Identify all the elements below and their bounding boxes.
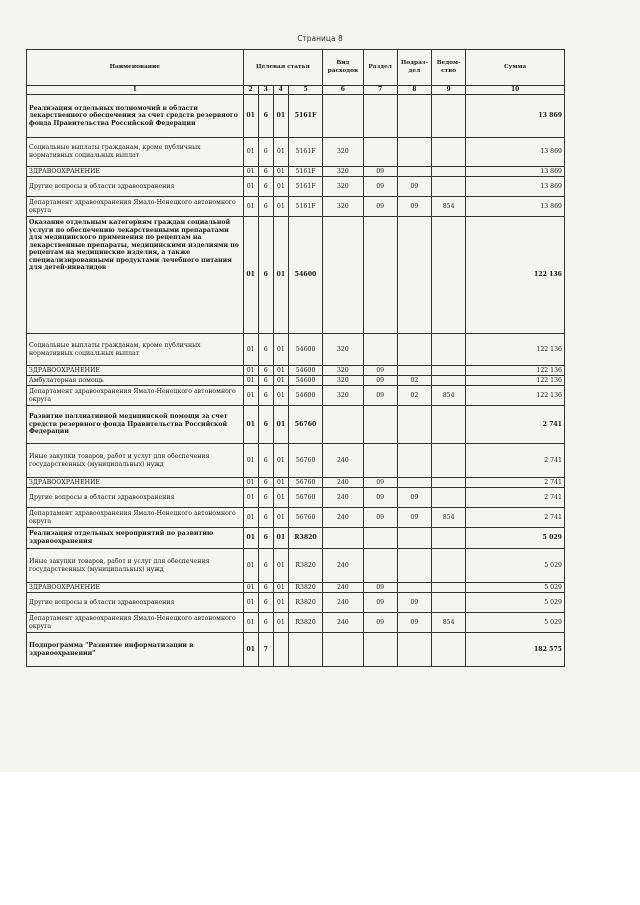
table-row	[27, 549, 565, 583]
row-c9: 854	[432, 386, 466, 406]
column-index: 9	[432, 86, 466, 95]
row-c8: 02	[397, 386, 431, 406]
row-c8	[397, 366, 431, 376]
row-c3: 6	[258, 406, 273, 444]
header-subsection: Подраз-дел	[397, 50, 431, 86]
row-c4: 01	[273, 478, 288, 488]
row-c8	[397, 633, 431, 667]
row-c2: 01	[243, 593, 258, 613]
row-amount: 13 869	[466, 177, 565, 197]
row-c3: 6	[258, 386, 273, 406]
row-c2: 01	[243, 376, 258, 386]
row-c4: 01	[273, 138, 288, 167]
row-c9	[432, 138, 466, 167]
column-index: 1	[27, 86, 244, 95]
table-row	[27, 197, 565, 217]
row-c5: R3820	[288, 549, 322, 583]
table-row	[27, 528, 565, 549]
row-c4: 01	[273, 549, 288, 583]
table-body	[27, 95, 565, 667]
row-c4: 01	[273, 376, 288, 386]
row-c6: 240	[323, 444, 363, 478]
row-c3: 6	[258, 583, 273, 593]
row-c9	[432, 488, 466, 508]
row-c5: 54600	[288, 376, 322, 386]
table-row	[27, 177, 565, 197]
row-c5: R3820	[288, 593, 322, 613]
row-c7	[363, 444, 397, 478]
row-c6: 240	[323, 549, 363, 583]
row-name: Амбулаторная помощь	[27, 376, 244, 386]
row-amount: 122 136	[466, 366, 565, 376]
row-c9	[432, 528, 466, 549]
column-index: 10	[466, 86, 565, 95]
column-index: 6	[323, 86, 363, 95]
row-name: Департамент здравоохранения Ямало-Ненецкого автономного округа	[27, 386, 244, 406]
row-c9	[432, 217, 466, 334]
column-index: 3	[258, 86, 273, 95]
row-name: ЗДРАВООХРАНЕНИЕ	[27, 478, 244, 488]
header-section: Раздел	[363, 50, 397, 86]
row-c8	[397, 444, 431, 478]
row-c4: 01	[273, 593, 288, 613]
row-c9	[432, 444, 466, 478]
row-c8	[397, 138, 431, 167]
row-c3: 6	[258, 138, 273, 167]
row-c4: 01	[273, 613, 288, 633]
row-c2: 01	[243, 613, 258, 633]
row-amount: 2 741	[466, 488, 565, 508]
row-c6: 320	[323, 197, 363, 217]
row-c5: R3820	[288, 583, 322, 593]
row-c4: 01	[273, 528, 288, 549]
row-c4: 01	[273, 197, 288, 217]
table-row	[27, 478, 565, 488]
row-c5: R3820	[288, 613, 322, 633]
table-row	[27, 217, 565, 334]
table-row	[27, 508, 565, 528]
row-amount: 5 029	[466, 528, 565, 549]
row-c4: 01	[273, 334, 288, 366]
row-c2: 01	[243, 386, 258, 406]
row-c5	[288, 633, 322, 667]
row-c9	[432, 177, 466, 197]
row-c8	[397, 334, 431, 366]
row-c3: 6	[258, 508, 273, 528]
header-name: Наименование	[27, 50, 244, 86]
row-c6: 240	[323, 488, 363, 508]
row-c5: 54600	[288, 217, 322, 334]
row-c2: 01	[243, 334, 258, 366]
row-name: Реализация отдельных полномочий в области лекарственного обеспечения за счет средств резервного фонда Правительства Российской Федерации	[27, 95, 244, 138]
row-name: Иные закупки товаров, работ и услуг для обеспечения государственных (муниципальных) нужд	[27, 444, 244, 478]
row-c7: 09	[363, 488, 397, 508]
row-c7: 09	[363, 386, 397, 406]
row-c7	[363, 406, 397, 444]
row-c4: 01	[273, 177, 288, 197]
row-amount: 122 136	[466, 217, 565, 334]
row-c7: 09	[363, 376, 397, 386]
row-amount: 5 029	[466, 583, 565, 593]
row-c8	[397, 167, 431, 177]
table-row	[27, 613, 565, 633]
row-name: Другие вопросы в области здравоохранения	[27, 177, 244, 197]
row-c7: 09	[363, 508, 397, 528]
row-c3: 6	[258, 549, 273, 583]
row-c5: 56760	[288, 478, 322, 488]
row-c5: 56760	[288, 488, 322, 508]
table-header-row	[27, 50, 565, 86]
row-c5: 56760	[288, 406, 322, 444]
row-c3: 7	[258, 633, 273, 667]
row-c8	[397, 95, 431, 138]
row-name: Подпрограмма "Развитие информатизации в здравоохранении"	[27, 633, 244, 667]
row-c5: 5161F	[288, 138, 322, 167]
row-name: Другие вопросы в области здравоохранения	[27, 488, 244, 508]
row-amount: 5 029	[466, 613, 565, 633]
row-c4: 01	[273, 366, 288, 376]
row-c5: 5161F	[288, 95, 322, 138]
row-c3: 6	[258, 593, 273, 613]
row-c5: 54600	[288, 386, 322, 406]
row-c5: 56760	[288, 444, 322, 478]
row-c3: 6	[258, 334, 273, 366]
row-c2: 01	[243, 406, 258, 444]
row-c9: 854	[432, 613, 466, 633]
row-c9: 854	[432, 197, 466, 217]
row-c9	[432, 549, 466, 583]
row-amount: 2 741	[466, 444, 565, 478]
table-row	[27, 366, 565, 376]
column-index: 7	[363, 86, 397, 95]
row-c6: 320	[323, 138, 363, 167]
table-row	[27, 406, 565, 444]
table-row	[27, 138, 565, 167]
row-c2: 01	[243, 528, 258, 549]
row-name: Оказание отдельным категориям граждан социальной услуги по обеспечению лекарственными препаратами для медицинского применения по рецептам на лекарственные препараты, медицинскими изделиями по рецептам на медицинские изделия, а также специализированными продуктами лечебного питания для детей-инвалидов	[27, 217, 244, 334]
row-name: ЗДРАВООХРАНЕНИЕ	[27, 366, 244, 376]
column-index: 8	[397, 86, 431, 95]
row-c4: 01	[273, 406, 288, 444]
row-c8	[397, 478, 431, 488]
row-c2: 01	[243, 444, 258, 478]
row-c2: 01	[243, 583, 258, 593]
row-c9	[432, 633, 466, 667]
row-c7: 09	[363, 593, 397, 613]
row-c9	[432, 593, 466, 613]
row-c6	[323, 406, 363, 444]
row-c7	[363, 528, 397, 549]
row-c3: 6	[258, 217, 273, 334]
row-name: Департамент здравоохранения Ямало-Ненецкого автономного округа	[27, 197, 244, 217]
table-row	[27, 633, 565, 667]
row-c7: 09	[363, 478, 397, 488]
row-c4: 01	[273, 167, 288, 177]
row-amount: 13 869	[466, 197, 565, 217]
row-c5: R3820	[288, 528, 322, 549]
header-amount: Сумма	[466, 50, 565, 86]
table-row	[27, 167, 565, 177]
row-name: Другие вопросы в области здравоохранения	[27, 593, 244, 613]
table-row	[27, 444, 565, 478]
budget-table	[26, 49, 565, 667]
row-c7	[363, 138, 397, 167]
row-c7: 09	[363, 197, 397, 217]
row-c9	[432, 95, 466, 138]
row-c6	[323, 217, 363, 334]
row-amount: 122 136	[466, 376, 565, 386]
row-c6: 320	[323, 167, 363, 177]
row-name: Департамент здравоохранения Ямало-Ненецкого автономного округа	[27, 508, 244, 528]
row-amount: 5 029	[466, 549, 565, 583]
row-c3: 6	[258, 366, 273, 376]
row-c2: 01	[243, 217, 258, 334]
column-index: 5	[288, 86, 322, 95]
row-c4: 01	[273, 444, 288, 478]
row-amount: 13 869	[466, 138, 565, 167]
table-row	[27, 334, 565, 366]
row-c2: 01	[243, 167, 258, 177]
row-c2: 01	[243, 177, 258, 197]
row-c8	[397, 549, 431, 583]
row-c2: 01	[243, 478, 258, 488]
row-c8: 09	[397, 488, 431, 508]
row-c3: 6	[258, 376, 273, 386]
row-c6	[323, 633, 363, 667]
row-c3: 6	[258, 478, 273, 488]
row-c5: 5161F	[288, 177, 322, 197]
row-c2: 01	[243, 633, 258, 667]
row-c8: 09	[397, 197, 431, 217]
table-row	[27, 593, 565, 613]
row-c3: 6	[258, 197, 273, 217]
row-amount: 13 869	[466, 167, 565, 177]
row-c2: 01	[243, 138, 258, 167]
table-row	[27, 386, 565, 406]
row-c9	[432, 167, 466, 177]
row-c8: 09	[397, 177, 431, 197]
row-c9	[432, 583, 466, 593]
row-c8: 09	[397, 508, 431, 528]
row-c2: 01	[243, 488, 258, 508]
row-c6	[323, 528, 363, 549]
column-index: 4	[273, 86, 288, 95]
row-c5: 54600	[288, 366, 322, 376]
row-c9	[432, 334, 466, 366]
row-name: Социальные выплаты гражданам, кроме публичных нормативных социальных выплат	[27, 334, 244, 366]
row-c7: 09	[363, 167, 397, 177]
row-c4: 01	[273, 488, 288, 508]
column-index-row	[27, 86, 565, 95]
row-c4: 01	[273, 508, 288, 528]
row-c8: 09	[397, 593, 431, 613]
column-index: 2	[243, 86, 258, 95]
row-name: Иные закупки товаров, работ и услуг для обеспечения государственных (муниципальных) нужд	[27, 549, 244, 583]
row-c9	[432, 376, 466, 386]
row-amount: 13 869	[466, 95, 565, 138]
row-c6: 320	[323, 177, 363, 197]
row-c2: 01	[243, 197, 258, 217]
row-c4: 01	[273, 386, 288, 406]
row-name: Развитие паллиативной медицинской помощи за счет средств резервного фонда Правительства Российской Федерации	[27, 406, 244, 444]
header-target: Целевая статья	[243, 50, 323, 86]
row-c4: 01	[273, 95, 288, 138]
row-c7	[363, 549, 397, 583]
row-name: Департамент здравоохранения Ямало-Ненецкого автономного округа	[27, 613, 244, 633]
row-c8	[397, 528, 431, 549]
row-c7	[363, 334, 397, 366]
row-amount: 5 029	[466, 593, 565, 613]
row-c6: 320	[323, 366, 363, 376]
row-amount: 122 136	[466, 386, 565, 406]
page-label: Страница 8	[297, 34, 343, 43]
row-c4: 01	[273, 217, 288, 334]
row-c9: 854	[432, 508, 466, 528]
table-row	[27, 488, 565, 508]
row-c5: 56760	[288, 508, 322, 528]
row-c8	[397, 406, 431, 444]
row-c6: 240	[323, 508, 363, 528]
row-c3: 6	[258, 528, 273, 549]
row-c8	[397, 583, 431, 593]
row-c7: 09	[363, 583, 397, 593]
row-c9	[432, 478, 466, 488]
row-c6: 240	[323, 478, 363, 488]
row-c3: 6	[258, 444, 273, 478]
row-amount: 2 741	[466, 508, 565, 528]
row-c2: 01	[243, 366, 258, 376]
row-c4: 01	[273, 583, 288, 593]
row-c6: 240	[323, 583, 363, 593]
row-c5: 5161F	[288, 167, 322, 177]
row-c3: 6	[258, 488, 273, 508]
row-c3: 6	[258, 167, 273, 177]
row-c7: 09	[363, 177, 397, 197]
row-amount: 2 741	[466, 478, 565, 488]
row-c6: 240	[323, 613, 363, 633]
row-amount: 2 741	[466, 406, 565, 444]
row-c5: 54600	[288, 334, 322, 366]
row-c9	[432, 406, 466, 444]
row-amount: 182 575	[466, 633, 565, 667]
header-department: Ведом-ство	[432, 50, 466, 86]
row-c8	[397, 217, 431, 334]
row-c2: 01	[243, 549, 258, 583]
table-row	[27, 583, 565, 593]
table-row	[27, 376, 565, 386]
row-c2: 01	[243, 508, 258, 528]
row-c3: 6	[258, 613, 273, 633]
row-name: Реализация отдельных мероприятий по развитию здравоохранения	[27, 528, 244, 549]
row-c9	[432, 366, 466, 376]
row-c8: 09	[397, 613, 431, 633]
row-name: Социальные выплаты гражданам, кроме публичных нормативных социальных выплат	[27, 138, 244, 167]
row-c6: 320	[323, 386, 363, 406]
row-c3: 6	[258, 177, 273, 197]
row-c6: 320	[323, 376, 363, 386]
row-c2: 01	[243, 95, 258, 138]
row-c7	[363, 633, 397, 667]
row-c6: 240	[323, 593, 363, 613]
header-expense-type: Вид расходов	[323, 50, 363, 86]
row-c7: 09	[363, 613, 397, 633]
row-c3: 6	[258, 95, 273, 138]
row-c8: 02	[397, 376, 431, 386]
row-name: ЗДРАВООХРАНЕНИЕ	[27, 583, 244, 593]
table-row	[27, 95, 565, 138]
row-c5: 5161F	[288, 197, 322, 217]
row-c4	[273, 633, 288, 667]
row-amount: 122 136	[466, 334, 565, 366]
row-name: ЗДРАВООХРАНЕНИЕ	[27, 167, 244, 177]
row-c7	[363, 95, 397, 138]
row-c7: 09	[363, 366, 397, 376]
row-c6: 320	[323, 334, 363, 366]
row-c7	[363, 217, 397, 334]
row-c6	[323, 95, 363, 138]
